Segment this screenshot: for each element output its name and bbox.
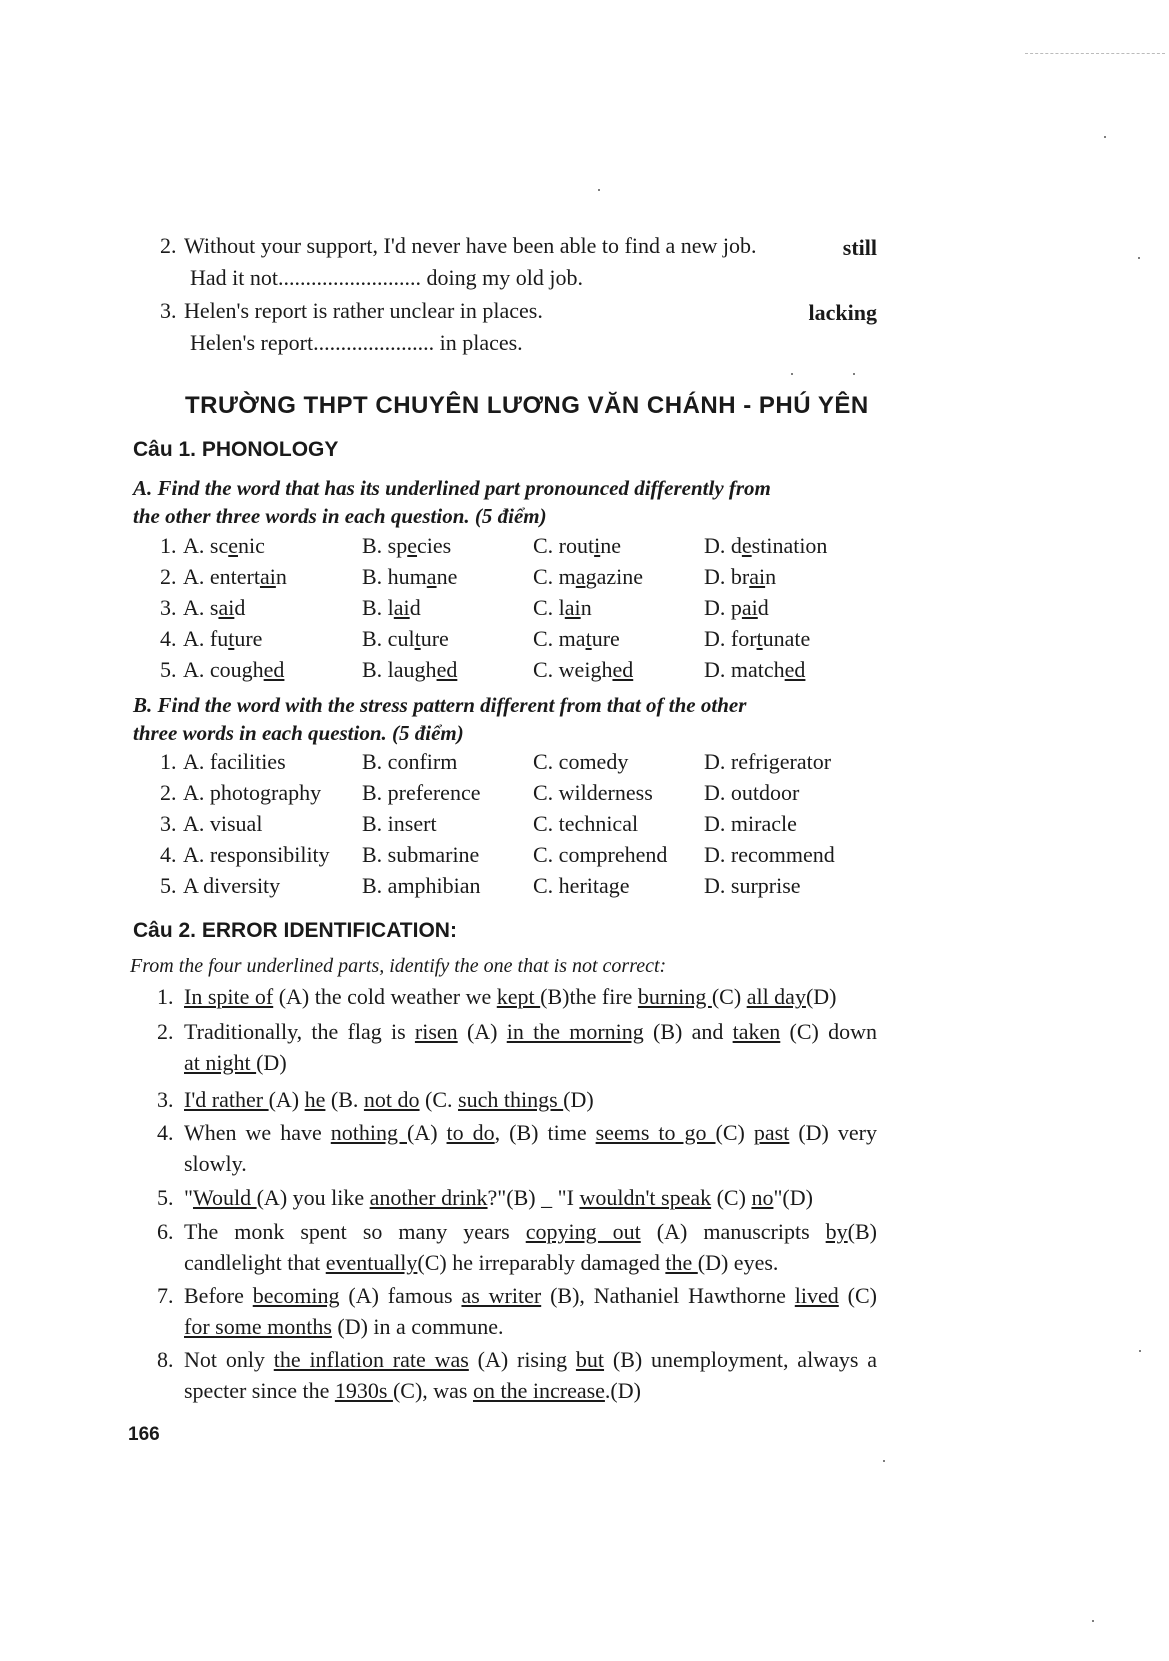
option-text: ne (436, 564, 458, 589)
underlined-part: e (741, 533, 752, 558)
option-d: D. outdoor (704, 780, 800, 805)
item-text: (A) you like (256, 1185, 370, 1210)
transform-keyword: lacking (808, 300, 877, 325)
option-text: n (765, 564, 777, 589)
underlined-part: t (414, 626, 421, 651)
underlined-part: the inflation rate was (273, 1347, 469, 1372)
q1-partB-instruction-1: B. Find the word with the stress pattern different from that of the other (133, 693, 747, 717)
option-text: C. l (533, 595, 565, 620)
underlined-part: ai (259, 564, 276, 589)
underlined-part: In spite of (184, 984, 274, 1009)
item-number: 4. (157, 1120, 174, 1145)
option-d: D. miracle (704, 811, 797, 836)
underlined-part: e (228, 533, 238, 558)
item-text: When we have (184, 1120, 331, 1145)
underlined-part: not do (363, 1087, 420, 1112)
underlined-part: becoming (252, 1283, 340, 1308)
item-number: 3. (157, 1087, 174, 1112)
row-number: 4. (160, 842, 177, 867)
option-text: A. entert (183, 564, 260, 589)
q1-partB-instruction-2: three words in each question. (5 điểm) (133, 721, 464, 745)
speck (1092, 1620, 1094, 1622)
underlined-part: i (594, 533, 601, 558)
underlined-part: all day (746, 984, 806, 1009)
underlined-part: copying out (525, 1219, 641, 1244)
item-number: 7. (157, 1283, 174, 1308)
option-text: d (234, 595, 246, 620)
row-number: 2. (160, 564, 177, 589)
option-a: A. photography (183, 780, 322, 805)
row-number: 1. (160, 533, 177, 558)
option-a (183, 656, 284, 684)
underlined-part: by (825, 1219, 848, 1244)
q1-partA-instruction-1: A. Find the word that has its underlined part pronounced differently from (133, 476, 771, 500)
option-text: ure (234, 626, 263, 651)
option-text: A. fu (183, 626, 229, 651)
item-line (184, 1049, 287, 1077)
underlined-part: t (756, 626, 763, 651)
underlined-part: ed (263, 657, 285, 682)
transform-number: 2. (160, 233, 177, 258)
item-line (184, 1377, 641, 1405)
underlined-part: ai (218, 595, 235, 620)
speck (598, 189, 600, 191)
transform-prompt (190, 329, 523, 357)
underlined-part: wouldn't speak (579, 1185, 712, 1210)
row-number: 3. (160, 595, 177, 620)
underlined-part: a (575, 564, 586, 589)
option-text: d (409, 595, 421, 620)
item-text: (C) (711, 984, 747, 1009)
option-text: A. sc (183, 533, 229, 558)
option-d (704, 532, 827, 560)
option-text: D. p (704, 595, 742, 620)
item-text: (B. (325, 1087, 364, 1112)
option-a (183, 594, 245, 622)
item-text: (A) manuscripts (640, 1219, 826, 1244)
item-text: (C) down (780, 1019, 877, 1044)
underlined-part: ai (741, 595, 758, 620)
underlined-part: another drink (369, 1185, 488, 1210)
answer-blank: .......................... (278, 265, 421, 290)
answer-blank: ...................... (313, 330, 435, 355)
prompt-end: in places. (434, 330, 523, 355)
option-d (704, 563, 776, 591)
option-b (362, 625, 449, 653)
item-line (184, 1218, 877, 1246)
item-text: (B) (847, 1219, 877, 1244)
option-text: C. weigh (533, 657, 613, 682)
underlined-part: seems to go (595, 1120, 716, 1145)
item-number: 5. (157, 1185, 174, 1210)
underlined-part: as writer (461, 1283, 542, 1308)
item-text: candlelight that (184, 1250, 326, 1275)
speck (1138, 257, 1140, 259)
item-text: Not only (184, 1347, 274, 1372)
row-number: 1. (160, 749, 177, 774)
underlined-part: nothing (330, 1120, 407, 1145)
item-text: (D) (805, 984, 837, 1009)
option-text: D. match (704, 657, 785, 682)
item-line (184, 1249, 778, 1277)
item-text: (C) (838, 1283, 878, 1308)
item-line (184, 1282, 877, 1310)
underlined-part: kept (496, 984, 541, 1009)
option-text: gazine (585, 564, 643, 589)
option-b (362, 563, 457, 591)
underlined-part: on the increase (472, 1378, 605, 1403)
option-d (704, 656, 805, 684)
option-text: D. for (704, 626, 757, 651)
speck (791, 373, 793, 375)
option-text: unate (762, 626, 811, 651)
item-text: (B)the fire (540, 984, 638, 1009)
option-a (183, 625, 262, 653)
option-text: A. cough (183, 657, 264, 682)
underlined-part: a (426, 564, 437, 589)
option-text: A. s (183, 595, 219, 620)
option-c: C. comprehend (533, 842, 668, 867)
item-text: (A) rising (468, 1347, 576, 1372)
item-text: (C. (419, 1087, 459, 1112)
item-number: 2. (157, 1019, 174, 1044)
item-text: "(D) (773, 1185, 813, 1210)
row-number: 4. (160, 626, 177, 651)
row-number: 2. (160, 780, 177, 805)
option-d (704, 625, 810, 653)
option-c: C. comedy (533, 749, 629, 774)
row-number: 5. (160, 873, 177, 898)
underlined-part: to do (446, 1120, 495, 1145)
item-text: (B) unemployment, always a (604, 1347, 877, 1372)
option-text: n (275, 564, 287, 589)
underlined-part: I'd rather (184, 1087, 269, 1112)
option-b (362, 656, 457, 684)
item-text: (D) eyes. (697, 1250, 779, 1275)
underlined-part: past (753, 1120, 790, 1145)
item-text: " (184, 1185, 193, 1210)
option-c (533, 532, 621, 560)
item-text: , (B) time (494, 1120, 596, 1145)
option-text: B. laugh (362, 657, 437, 682)
item-text: (C), was (392, 1378, 473, 1403)
row-number: 5. (160, 657, 177, 682)
speck (853, 373, 855, 375)
prompt-start: Helen's report (190, 330, 314, 355)
option-text: stination (751, 533, 828, 558)
underlined-part: t (228, 626, 235, 651)
item-number: 1. (157, 984, 174, 1009)
item-text: Before (184, 1283, 253, 1308)
speck (1139, 1350, 1141, 1352)
option-text: cies (417, 533, 452, 558)
option-text: d (757, 595, 769, 620)
underlined-part: ai (564, 595, 581, 620)
item-line (184, 1313, 504, 1341)
item-text: slowly. (184, 1151, 247, 1176)
option-b: B. confirm (362, 749, 458, 774)
speck (883, 1460, 885, 1462)
item-line (184, 1346, 877, 1374)
item-text: Traditionally, the flag is (184, 1019, 415, 1044)
option-text: B. cul (362, 626, 415, 651)
option-b (362, 594, 421, 622)
q2-instruction: From the four underlined parts, identify the one that is not correct: (130, 955, 667, 977)
underlined-part: eventually (325, 1250, 418, 1275)
underlined-part: taken (732, 1019, 781, 1044)
underlined-part: 1930s (334, 1378, 393, 1403)
item-text: (D) very (789, 1120, 877, 1145)
transform-sentence: Helen's report is rather unclear in places. (184, 298, 543, 323)
item-number: 8. (157, 1347, 174, 1372)
option-text: ure (591, 626, 620, 651)
underlined-part: but (575, 1347, 605, 1372)
underlined-part: ai (749, 564, 766, 589)
option-text: C. m (533, 564, 576, 589)
item-line (184, 1086, 594, 1114)
option-b: B. submarine (362, 842, 480, 867)
item-text: .(D) (604, 1378, 641, 1403)
option-a: A. facilities (183, 749, 286, 774)
option-c (533, 594, 592, 622)
item-line (184, 1150, 247, 1178)
q1-partA-instruction-2: the other three words in each question. (5 điểm) (133, 504, 547, 528)
item-number: 6. (157, 1219, 174, 1244)
item-text: ?"(B) _ "I (487, 1185, 580, 1210)
option-d: D. recommend (704, 842, 835, 867)
option-d (704, 594, 769, 622)
item-line (184, 1119, 877, 1147)
prompt-end: doing my old job. (421, 265, 583, 290)
q1-heading: Câu 1. PHONOLOGY (133, 438, 339, 461)
option-text: C. ma (533, 626, 586, 651)
option-d: D. refrigerator (704, 749, 832, 774)
option-a: A. visual (183, 811, 263, 836)
item-text: (D) in a commune. (331, 1314, 504, 1339)
option-text: C. rout (533, 533, 595, 558)
item-text: (A) (268, 1087, 305, 1112)
transform-prompt (190, 264, 583, 292)
option-c (533, 563, 643, 591)
underlined-part: for some months (184, 1314, 332, 1339)
item-text: (C) (715, 1120, 754, 1145)
option-text: B. hum (362, 564, 427, 589)
item-text: The monk spent so many years (184, 1219, 526, 1244)
item-text: (C) (711, 1185, 752, 1210)
transform-sentence: Without your support, I'd never have been able to find a new job. (184, 233, 757, 258)
option-b: B. preference (362, 780, 481, 805)
option-a (183, 563, 287, 591)
underlined-part: burning (637, 984, 712, 1009)
option-text: n (580, 595, 592, 620)
underlined-part: Would (192, 1185, 257, 1210)
school-title: TRƯỜNG THPT CHUYÊN LƯƠNG VĂN CHÁNH - PHÚ YÊN (185, 392, 869, 419)
option-text: B. sp (362, 533, 408, 558)
option-text: B. l (362, 595, 394, 620)
underlined-part: the (665, 1250, 698, 1275)
underlined-part: ed (784, 657, 806, 682)
option-d: D. surprise (704, 873, 801, 898)
option-c (533, 656, 633, 684)
item-text: (A) (457, 1019, 507, 1044)
option-text: nic (237, 533, 265, 558)
transform-keyword: still (842, 235, 877, 260)
item-text: (D) (563, 1087, 594, 1112)
item-text: (B), Nathaniel Hawthorne (541, 1283, 795, 1308)
option-text: ne (600, 533, 622, 558)
option-c: C. technical (533, 811, 639, 836)
item-text: (A) (406, 1120, 447, 1145)
q2-heading: Câu 2. ERROR IDENTIFICATION: (133, 919, 457, 942)
option-c: C. heritage (533, 873, 630, 898)
item-line (184, 1184, 813, 1212)
option-text: D. br (704, 564, 750, 589)
option-b: B. insert (362, 811, 437, 836)
item-line (184, 1018, 877, 1046)
speck (1104, 136, 1106, 138)
item-text: (D) (256, 1050, 287, 1075)
underlined-part: lived (794, 1283, 839, 1308)
prompt-start: Had it not (190, 265, 278, 290)
item-line (184, 983, 837, 1011)
underlined-part: he (304, 1087, 326, 1112)
option-a: A diversity (183, 873, 281, 898)
row-number: 3. (160, 811, 177, 836)
option-b (362, 532, 451, 560)
underlined-part: such things (458, 1087, 564, 1112)
underlined-part: at night (184, 1050, 257, 1075)
top-edge-mark (1025, 53, 1165, 54)
underlined-part: in the morning (506, 1019, 644, 1044)
option-b: B. amphibian (362, 873, 481, 898)
option-a: A. responsibility (183, 842, 330, 867)
item-text: specter since the (184, 1378, 335, 1403)
option-text: D. d (704, 533, 742, 558)
item-text: (C) he irreparably damaged (417, 1250, 666, 1275)
option-a (183, 532, 265, 560)
underlined-part: no (751, 1185, 774, 1210)
underlined-part: ed (612, 657, 634, 682)
underlined-part: ai (393, 595, 410, 620)
option-text: ure (420, 626, 449, 651)
item-text: (B) and (643, 1019, 733, 1044)
option-c (533, 625, 620, 653)
option-c: C. wilderness (533, 780, 653, 805)
item-text: (A) the cold weather we (273, 984, 497, 1009)
transform-number: 3. (160, 298, 177, 323)
item-text: (A) famous (339, 1283, 462, 1308)
underlined-part: t (585, 626, 592, 651)
underlined-part: e (407, 533, 418, 558)
underlined-part: ed (436, 657, 458, 682)
underlined-part: risen (414, 1019, 458, 1044)
page-number: 166 (128, 1424, 160, 1445)
